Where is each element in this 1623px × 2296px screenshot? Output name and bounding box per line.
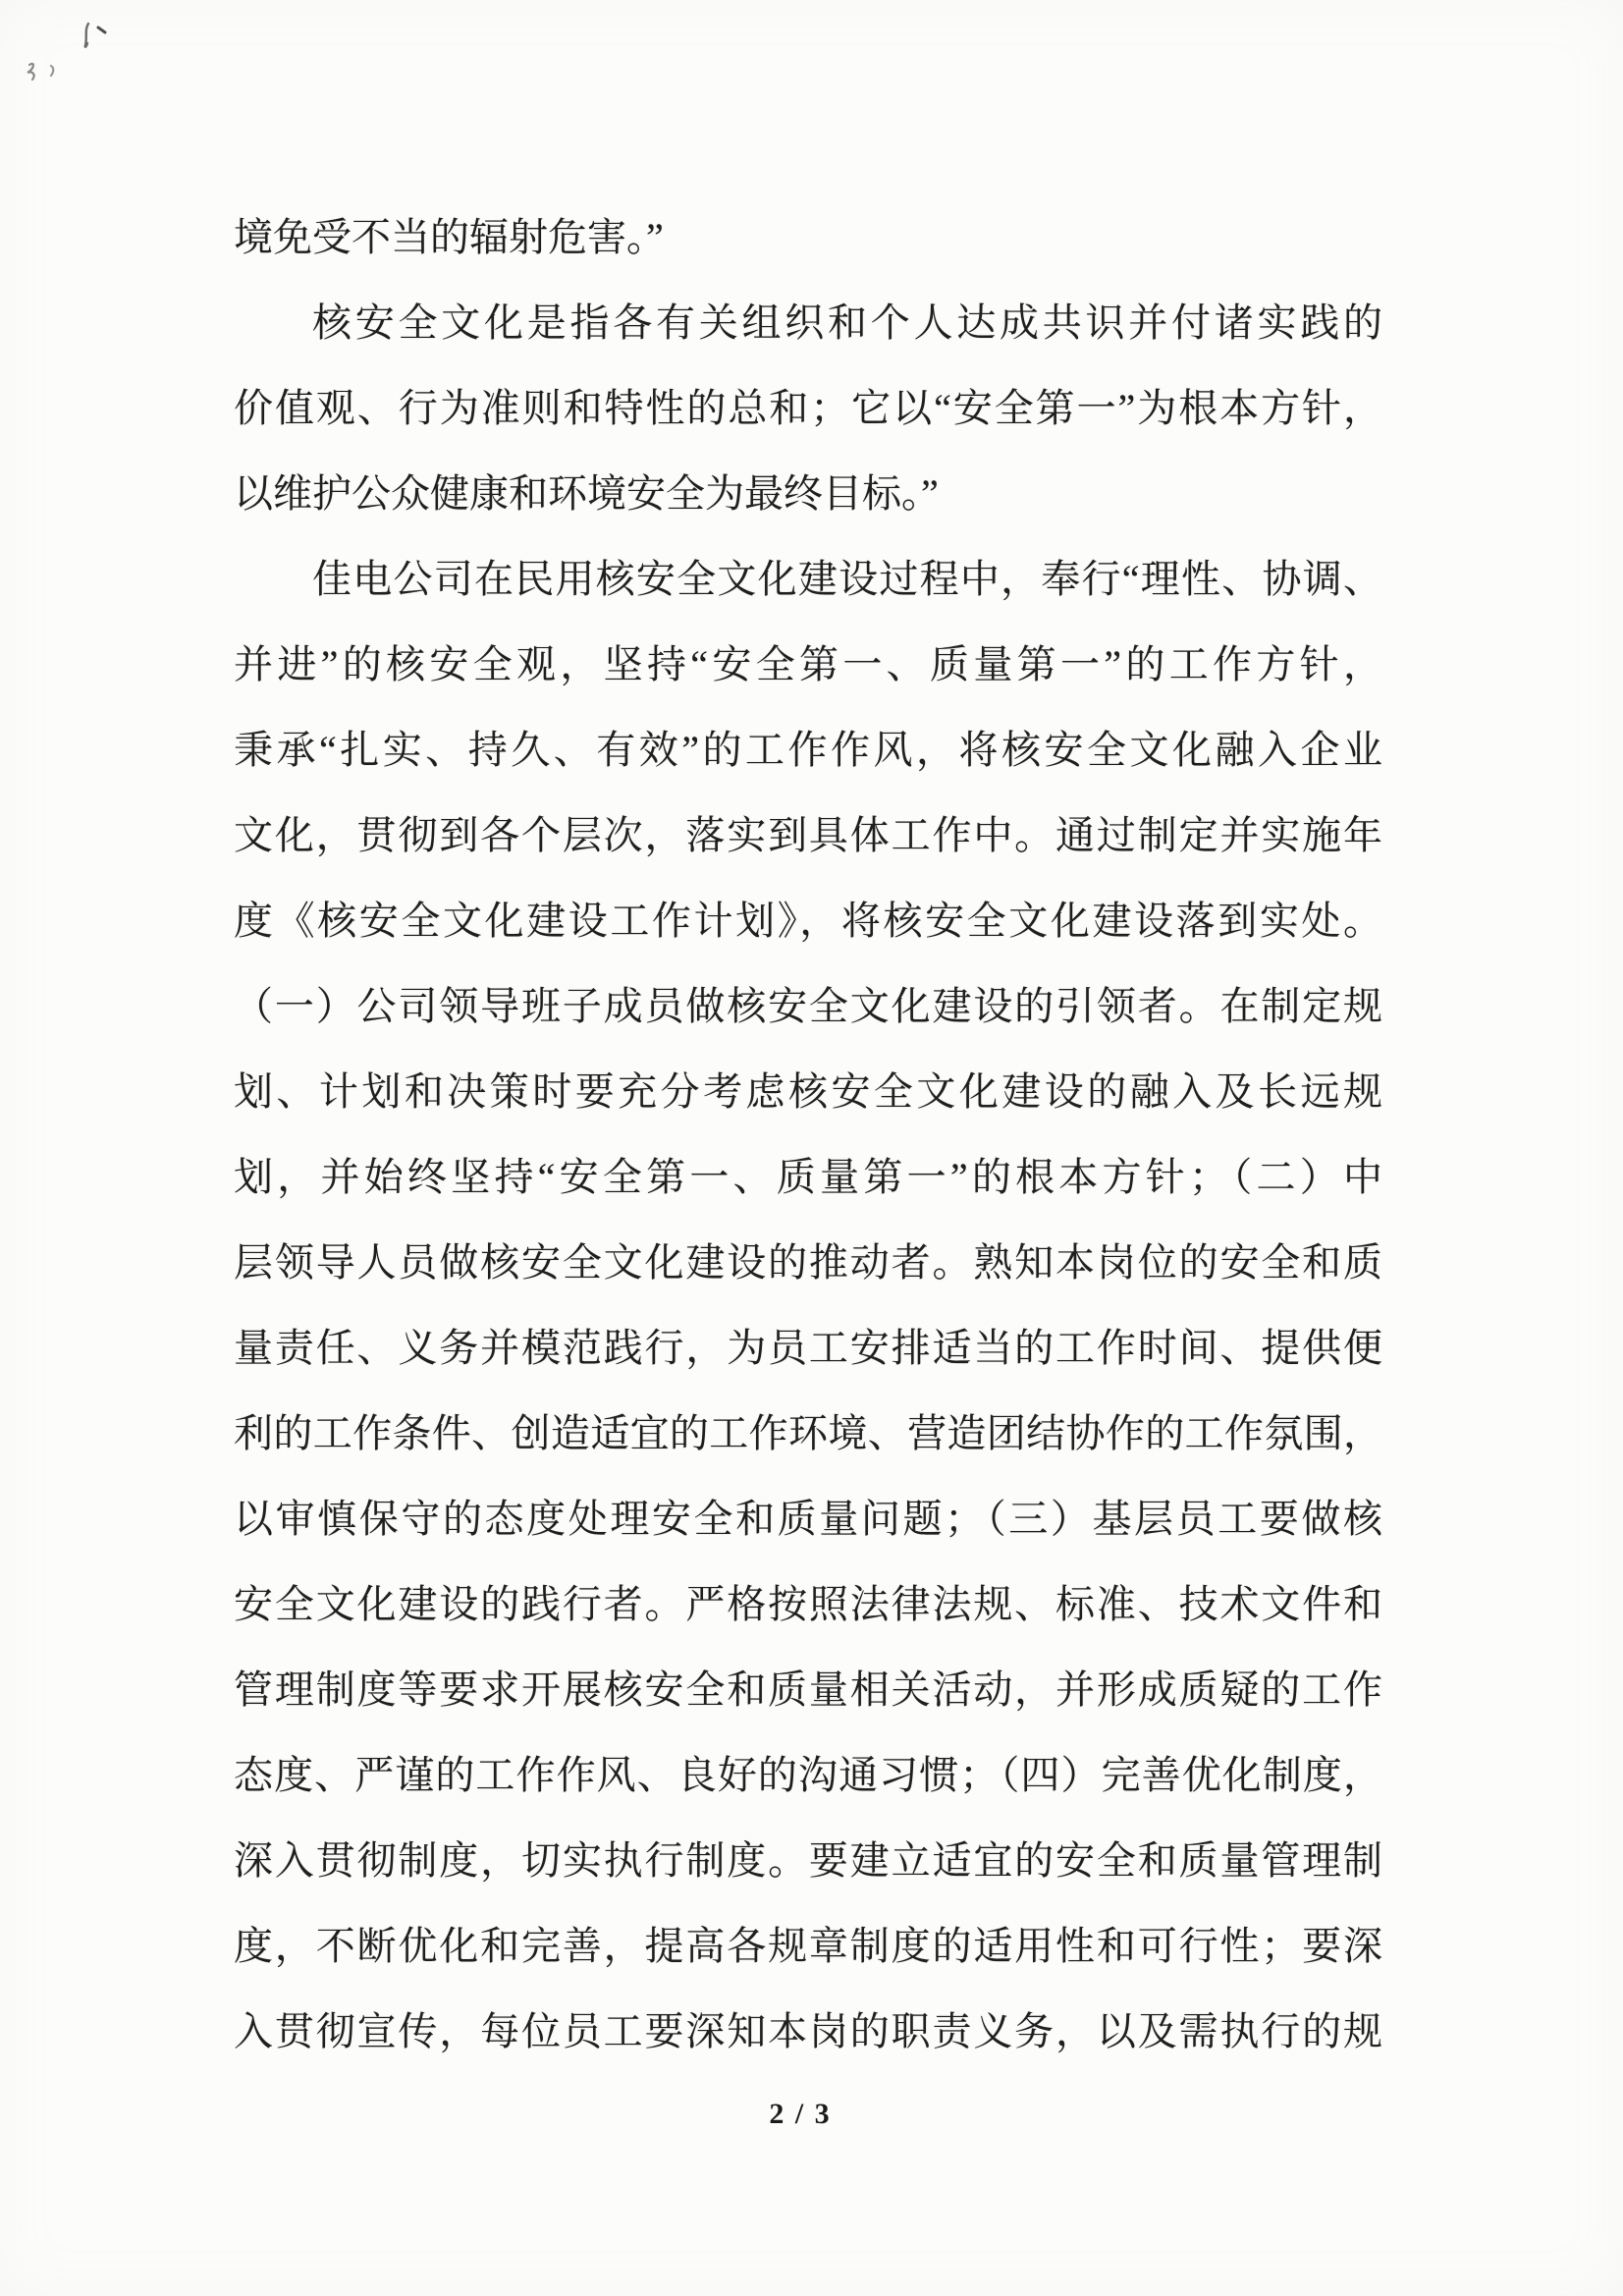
text-line: （一）公司领导班子成员做核安全文化建设的引领者。在制定规 (234, 984, 1382, 1028)
text-line: 以审慎保守的态度处理安全和质量问题；（三）基层员工要做核 (234, 1497, 1382, 1541)
text-line: 量责任、义务并模范践行，为员工安排适当的工作时间、提供便 (234, 1326, 1382, 1370)
text-line: 并进”的核安全观，坚持“安全第一、质量第一”的工作方针， (234, 642, 1382, 686)
text-line: 秉承“扎实、持久、有效”的工作作风，将核安全文化融入企业 (234, 728, 1382, 772)
text-line: 利的工作条件、创造适宜的工作环境、营造团结协作的工作氛围， (234, 1411, 1382, 1455)
pen-mark-icon (75, 18, 116, 57)
text-line: 层领导人员做核安全文化建设的推动者。熟知本岗位的安全和质 (234, 1240, 1382, 1285)
page-number: 2 / 3 (769, 2098, 832, 2130)
text-line: 境免受不当的辐射危害。” (234, 215, 664, 259)
pen-mark-icon (20, 57, 69, 90)
text-line: 划，并始终坚持“安全第一、质量第一”的根本方针；（二）中 (234, 1155, 1382, 1199)
text-line: 以维护公众健康和环境安全为最终目标。” (234, 471, 939, 516)
document-body (234, 194, 1382, 2074)
text-line: 价值观、行为准则和特性的总和；它以“安全第一”为根本方针， (234, 386, 1382, 430)
text-line: 佳电公司在民用核安全文化建设过程中，奉行“理性、协调、 (312, 557, 1382, 601)
text-line: 划、计划和决策时要充分考虑核安全文化建设的融入及长远规 (234, 1069, 1382, 1114)
text-line: 管理制度等要求开展核安全和质量相关活动，并形成质疑的工作 (234, 1667, 1382, 1712)
text-line: 态度、严谨的工作作风、良好的沟通习惯；（四）完善优化制度， (234, 1753, 1382, 1797)
text-line: 度，不断优化和完善，提高各规章制度的适用性和可行性；要深 (234, 1924, 1382, 1968)
text-line: 度《核安全文化建设工作计划》，将核安全文化建设落到实处。 (234, 899, 1382, 943)
text-line: 深入贯彻制度，切实执行制度。要建立适宜的安全和质量管理制 (234, 1838, 1382, 1883)
text-line: 入贯彻宣传，每位员工要深知本岗的职责义务，以及需执行的规 (234, 2009, 1382, 2053)
text-line: 安全文化建设的践行者。严格按照法律法规、标准、技术文件和 (234, 1582, 1382, 1626)
text-line: 文化，贯彻到各个层次，落实到具体工作中。通过制定并实施年 (234, 813, 1382, 857)
text-line: 核安全文化是指各有关组织和个人达成共识并付诸实践的 (312, 301, 1382, 345)
